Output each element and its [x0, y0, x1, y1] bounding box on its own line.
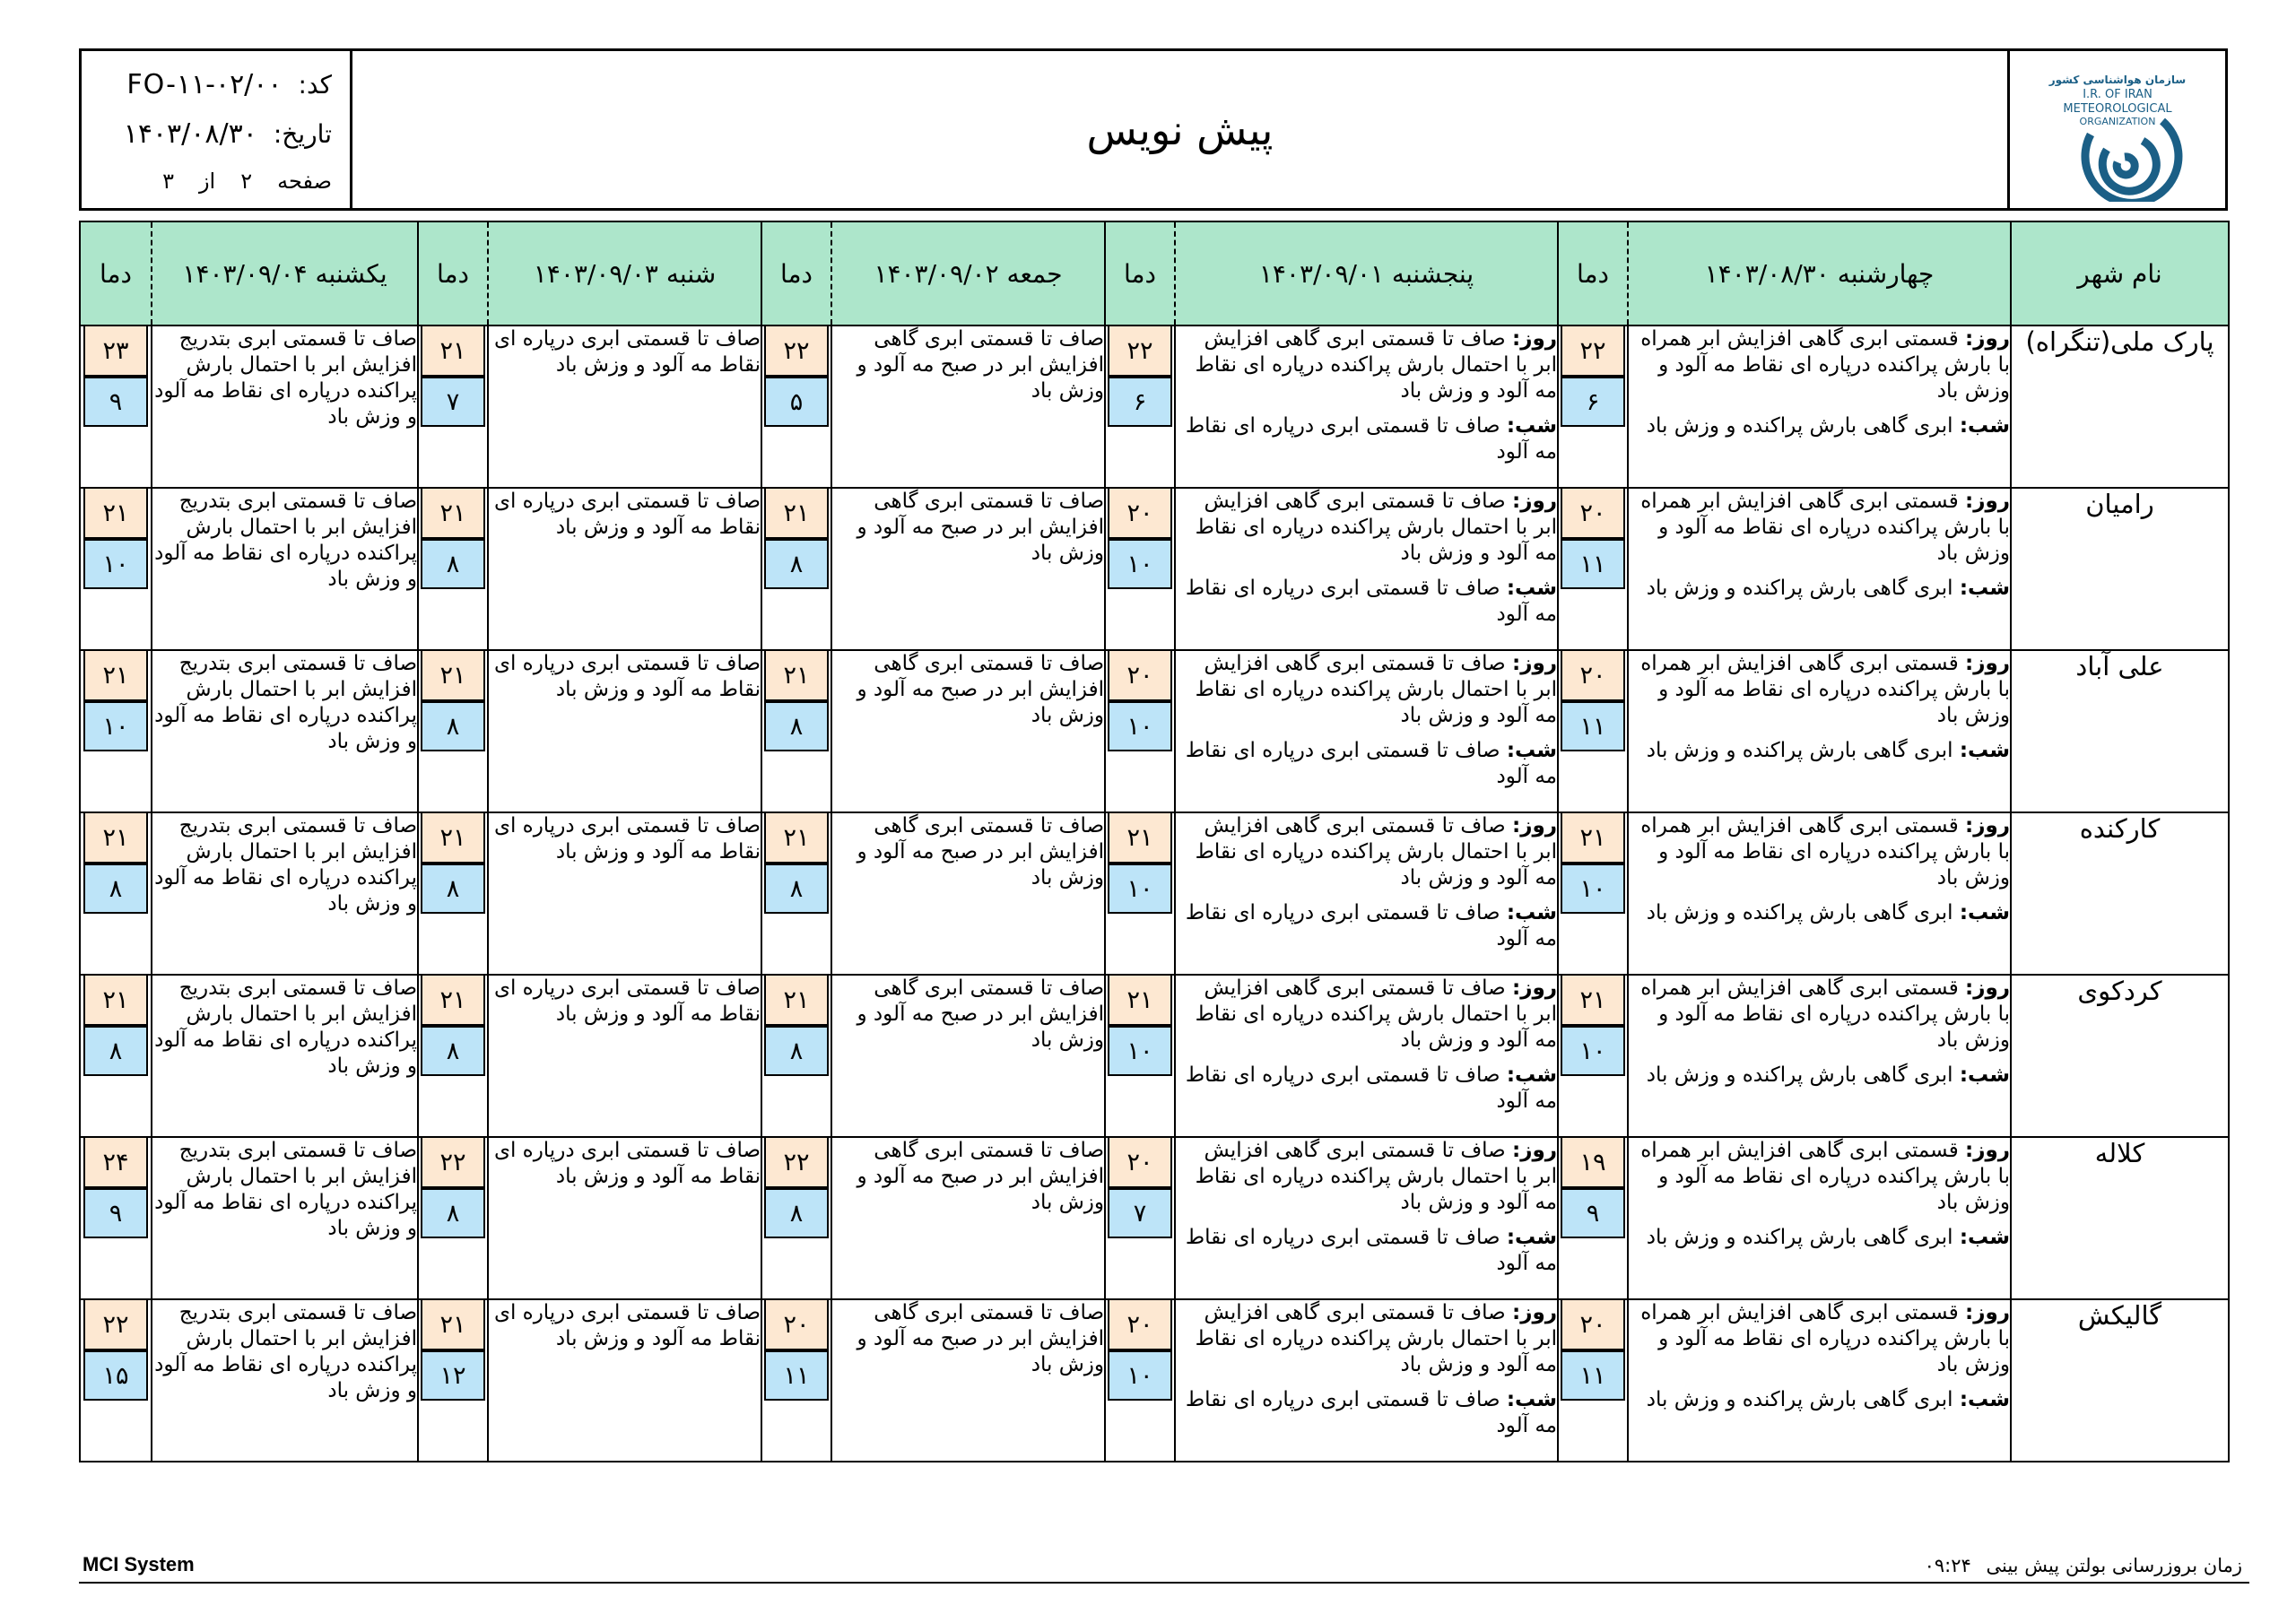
max-temp: ۲۱ [421, 489, 485, 539]
forecast-text: صاف تا قسمتی ابری گاهی افزایش ابر در صبح مه آلود و وزش باد [857, 814, 1104, 890]
night-text: صاف تا قسمتی ابری درپاره ای نقاط مه آلود [1185, 1063, 1557, 1113]
table-row [80, 650, 2229, 812]
night-label: شب: [1959, 1226, 2010, 1249]
night-text: صاف تا قسمتی ابری درپاره ای نقاط مه آلود [1185, 1226, 1557, 1275]
forecast-text: صاف تا قسمتی ابری بتدریج افزایش ابر با احتمال بارش پراکنده درپاره ای نقاط مه آلود و وزش باد [154, 652, 417, 753]
day-label: روز: [1512, 814, 1557, 838]
night-text: ابری گاهی بارش پراکنده و وزش باد [1646, 1388, 1953, 1411]
temperature-cell [80, 650, 152, 812]
forecast-description [488, 812, 761, 975]
day-forecast [1176, 1300, 1557, 1378]
city-name: کردکوی [2011, 975, 2229, 1137]
temperature-cell [418, 325, 488, 488]
max-temp: ۲۴ [83, 1138, 148, 1188]
day-forecast [1176, 813, 1557, 891]
day-column-header: شنبه ۱۴۰۳/۰۹/۰۳ [488, 221, 761, 325]
day-column-header: چهارشنبه ۱۴۰۳/۰۸/۳۰ [1628, 221, 2011, 325]
night-text: صاف تا قسمتی ابری درپاره ای نقاط مه آلود [1185, 901, 1557, 950]
page-number: ۲ [240, 169, 253, 194]
forecast-description [831, 812, 1105, 975]
document-header [79, 48, 2228, 211]
max-temp: ۲۱ [421, 326, 485, 377]
date-value: ۱۴۰۳/۰۸/۳۰ [123, 118, 257, 150]
logo-cell [2007, 51, 2225, 208]
temperature-cell [80, 488, 152, 650]
table-row [80, 325, 2229, 488]
city-name: رامیان [2011, 488, 2229, 650]
city-name: پارک ملی(تنگراه) [2011, 325, 2229, 488]
day-label: روز: [1512, 327, 1557, 351]
day-label: روز: [1512, 976, 1557, 1000]
day-label: روز: [1512, 652, 1557, 675]
min-temp: ۹ [1561, 1188, 1625, 1238]
forecast-description [488, 488, 761, 650]
table-row [80, 488, 2229, 650]
max-temp: ۲۰ [1561, 489, 1625, 539]
night-forecast [1629, 1387, 2010, 1413]
temperature-cell [1558, 650, 1628, 812]
max-temp: ۲۲ [764, 326, 829, 377]
max-temp: ۲۲ [421, 1138, 485, 1188]
temperature-cell [1105, 1299, 1175, 1462]
min-temp: ۸ [421, 1026, 485, 1076]
forecast-description [1628, 650, 2011, 812]
night-text: صاف تا قسمتی ابری درپاره ای نقاط مه آلود [1185, 577, 1557, 626]
night-text: ابری گاهی بارش پراکنده و وزش باد [1646, 739, 1953, 762]
min-temp: ۸ [421, 1188, 485, 1238]
day-text: قسمتی ابری گاهی افزایش ابر همراه با بارش پراکنده درپاره ای نقاط مه آلود و وزش باد [1640, 976, 2010, 1052]
night-text: ابری گاهی بارش پراکنده و وزش باد [1646, 1226, 1953, 1249]
min-temp: ۱۰ [1561, 1026, 1625, 1076]
max-temp: ۲۱ [764, 651, 829, 701]
max-temp: ۲۱ [764, 489, 829, 539]
night-text: ابری گاهی بارش پراکنده و وزش باد [1646, 577, 1953, 600]
footer-divider [79, 1582, 2249, 1584]
min-temp: ۱۰ [1561, 864, 1625, 914]
day-forecast [1176, 651, 1557, 729]
table-row [80, 812, 2229, 975]
forecast-description [488, 1137, 761, 1299]
temperature-cell [1558, 975, 1628, 1137]
forecast-description [1175, 1137, 1558, 1299]
min-temp: ۷ [421, 377, 485, 427]
forecast-description [152, 325, 418, 488]
max-temp: ۲۱ [421, 1300, 485, 1350]
min-temp: ۸ [421, 539, 485, 589]
day-text: صاف تا قسمتی ابری گاهی افزایش ابر با احتمال بارش پراکنده درپاره ای نقاط مه آلود و وزش باد [1195, 652, 1557, 727]
max-temp: ۲۰ [1108, 651, 1172, 701]
min-temp: ۱۰ [1108, 1350, 1172, 1401]
table-row [80, 1299, 2229, 1462]
min-temp: ۸ [764, 701, 829, 751]
max-temp: ۲۰ [1561, 1300, 1625, 1350]
meteorological-organization-logo [2028, 58, 2207, 202]
forecast-text: صاف تا قسمتی ابری درپاره ای نقاط مه آلود و وزش باد [493, 327, 761, 377]
forecast-description [1628, 975, 2011, 1137]
min-temp: ۹ [83, 1188, 148, 1238]
max-temp: ۲۱ [421, 976, 485, 1026]
forecast-description [1175, 975, 1558, 1137]
logo-line-1: I.R. OF IRAN [2083, 87, 2152, 101]
forecast-description [831, 650, 1105, 812]
max-temp: ۲۰ [1108, 1300, 1172, 1350]
max-temp: ۲۱ [421, 651, 485, 701]
forecast-description [831, 1137, 1105, 1299]
code-row [82, 60, 332, 109]
update-label: زمان بروزرسانی بولتن پیش بینی [1986, 1555, 2242, 1576]
forecast-table [79, 221, 2230, 1462]
day-label: روز: [1965, 490, 2010, 513]
night-text: ابری گاهی بارش پراکنده و وزش باد [1646, 901, 1953, 924]
forecast-description [1175, 488, 1558, 650]
min-temp: ۱۱ [1561, 539, 1625, 589]
forecast-description [152, 1299, 418, 1462]
forecast-text: صاف تا قسمتی ابری درپاره ای نقاط مه آلود و وزش باد [493, 490, 761, 539]
forecast-description [831, 325, 1105, 488]
document-meta [82, 51, 352, 208]
max-temp: ۲۱ [83, 813, 148, 864]
temperature-cell [1558, 488, 1628, 650]
night-label: شب: [1959, 414, 2010, 438]
temperature-cell [1558, 812, 1628, 975]
forecast-description [1175, 650, 1558, 812]
day-forecast [1176, 326, 1557, 404]
logo-org-name: سازمان هواشناسی کشور [2048, 73, 2187, 86]
day-text: صاف تا قسمتی ابری گاهی افزایش ابر با احتمال بارش پراکنده درپاره ای نقاط مه آلود و وزش باد [1195, 490, 1557, 565]
day-forecast [1629, 1300, 2010, 1378]
min-temp: ۸ [421, 864, 485, 914]
temperature-cell [761, 650, 831, 812]
temperature-cell [1105, 975, 1175, 1137]
night-label: شب: [1959, 1388, 2010, 1411]
city-name: کلاله [2011, 1137, 2229, 1299]
update-time: ۰۹:۲۴ [1924, 1555, 1971, 1576]
temperature-cell [418, 1299, 488, 1462]
forecast-text: صاف تا قسمتی ابری بتدریج افزایش ابر با احتمال بارش پراکنده درپاره ای نقاط مه آلود و وزش باد [154, 327, 417, 429]
temperature-cell [1105, 812, 1175, 975]
max-temp: ۲۰ [1108, 1138, 1172, 1188]
forecast-text: صاف تا قسمتی ابری بتدریج افزایش ابر با احتمال بارش پراکنده درپاره ای نقاط مه آلود و وزش باد [154, 976, 417, 1078]
max-temp: ۲۳ [83, 326, 148, 377]
night-forecast [1629, 576, 2010, 602]
forecast-description [1628, 812, 2011, 975]
min-temp: ۱۰ [1108, 539, 1172, 589]
temperature-cell [418, 488, 488, 650]
night-label: شب: [1506, 1388, 1557, 1411]
max-temp: ۲۱ [83, 489, 148, 539]
day-column-header: پنجشنبه ۱۴۰۳/۰۹/۰۱ [1175, 221, 1558, 325]
day-label: روز: [1965, 814, 2010, 838]
table-row [80, 975, 2229, 1137]
forecast-text: صاف تا قسمتی ابری درپاره ای نقاط مه آلود و وزش باد [493, 976, 761, 1026]
night-forecast [1629, 900, 2010, 926]
max-temp: ۲۰ [1108, 489, 1172, 539]
forecast-text: صاف تا قسمتی ابری درپاره ای نقاط مه آلود و وزش باد [493, 1301, 761, 1350]
forecast-description [1175, 812, 1558, 975]
day-forecast [1629, 813, 2010, 891]
night-text: صاف تا قسمتی ابری درپاره ای نقاط مه آلود [1185, 1388, 1557, 1437]
day-label: روز: [1965, 327, 2010, 351]
day-label: روز: [1965, 652, 2010, 675]
temperature-cell [761, 325, 831, 488]
forecast-description [152, 975, 418, 1137]
page-label: صفحه [277, 169, 332, 194]
temperature-cell [80, 325, 152, 488]
min-temp: ۸ [764, 1188, 829, 1238]
min-temp: ۸ [764, 539, 829, 589]
forecast-text: صاف تا قسمتی ابری گاهی افزایش ابر در صبح مه آلود و وزش باد [857, 1139, 1104, 1214]
temperature-cell [1105, 325, 1175, 488]
forecast-text: صاف تا قسمتی ابری گاهی افزایش ابر در صبح مه آلود و وزش باد [857, 976, 1104, 1052]
min-temp: ۸ [764, 1026, 829, 1076]
forecast-description [1175, 1299, 1558, 1462]
temperature-cell [1105, 650, 1175, 812]
temp-column-header: دما [80, 221, 152, 325]
night-forecast [1629, 413, 2010, 439]
temperature-cell [418, 975, 488, 1137]
forecast-text: صاف تا قسمتی ابری گاهی افزایش ابر در صبح مه آلود و وزش باد [857, 490, 1104, 565]
max-temp: ۲۱ [1561, 813, 1625, 864]
day-forecast [1176, 1138, 1557, 1216]
forecast-description [152, 812, 418, 975]
day-text: قسمتی ابری گاهی افزایش ابر همراه با بارش پراکنده درپاره ای نقاط مه آلود و وزش باد [1640, 652, 2010, 727]
min-temp: ۶ [1561, 377, 1625, 427]
logo-swirl-icon [2085, 121, 2179, 202]
temperature-cell [761, 488, 831, 650]
max-temp: ۲۲ [1108, 326, 1172, 377]
forecast-text: صاف تا قسمتی ابری بتدریج افزایش ابر با احتمال بارش پراکنده درپاره ای نقاط مه آلود و وزش باد [154, 1139, 417, 1240]
logo-line-2: METEOROLOGICAL [2063, 101, 2172, 116]
temperature-cell [80, 812, 152, 975]
forecast-description [152, 488, 418, 650]
max-temp: ۲۱ [764, 976, 829, 1026]
temperature-cell [418, 1137, 488, 1299]
table-header-row [80, 221, 2229, 325]
forecast-text: صاف تا قسمتی ابری بتدریج افزایش ابر با احتمال بارش پراکنده درپاره ای نقاط مه آلود و وزش باد [154, 490, 417, 591]
max-temp: ۲۰ [764, 1300, 829, 1350]
forecast-description [1175, 325, 1558, 488]
night-forecast [1629, 738, 2010, 764]
temp-column-header: دما [418, 221, 488, 325]
night-text: ابری گاهی بارش پراکنده و وزش باد [1646, 414, 1953, 438]
night-forecast [1176, 900, 1557, 952]
day-forecast [1176, 976, 1557, 1054]
forecast-description [1628, 488, 2011, 650]
day-text: قسمتی ابری گاهی افزایش ابر همراه با بارش پراکنده درپاره ای نقاط مه آلود و وزش باد [1640, 490, 2010, 565]
date-row [82, 109, 332, 159]
forecast-text: صاف تا قسمتی ابری درپاره ای نقاط مه آلود و وزش باد [493, 1139, 761, 1188]
max-temp: ۲۱ [83, 976, 148, 1026]
day-label: روز: [1512, 490, 1557, 513]
temperature-cell [1558, 1137, 1628, 1299]
date-label: تاریخ: [273, 119, 332, 149]
day-text: صاف تا قسمتی ابری گاهی افزایش ابر با احتمال بارش پراکنده درپاره ای نقاط مه آلود و وزش باد [1195, 327, 1557, 403]
forecast-text: صاف تا قسمتی ابری گاهی افزایش ابر در صبح مه آلود و وزش باد [857, 327, 1104, 403]
day-label: روز: [1965, 976, 2010, 1000]
night-text: صاف تا قسمتی ابری درپاره ای نقاط مه آلود [1185, 739, 1557, 788]
night-forecast [1176, 1387, 1557, 1439]
temperature-cell [761, 812, 831, 975]
temperature-cell [418, 650, 488, 812]
min-temp: ۱۰ [1108, 701, 1172, 751]
day-forecast [1629, 976, 2010, 1054]
forecast-description [488, 975, 761, 1137]
min-temp: ۷ [1108, 1188, 1172, 1238]
temperature-cell [418, 812, 488, 975]
night-label: شب: [1959, 577, 2010, 600]
night-label: شب: [1506, 577, 1557, 600]
day-text: صاف تا قسمتی ابری گاهی افزایش ابر با احتمال بارش پراکنده درپاره ای نقاط مه آلود و وزش باد [1195, 1301, 1557, 1376]
night-text: ابری گاهی بارش پراکنده و وزش باد [1646, 1063, 1953, 1087]
forecast-text: صاف تا قسمتی ابری بتدریج افزایش ابر با احتمال بارش پراکنده درپاره ای نقاط مه آلود و وزش باد [154, 814, 417, 916]
day-label: روز: [1512, 1301, 1557, 1324]
code-value: FO-۱۱-۰۲/۰۰ [126, 69, 283, 100]
night-label: شب: [1506, 414, 1557, 438]
max-temp: ۲۱ [1561, 976, 1625, 1026]
city-name: گالیکش [2011, 1299, 2229, 1462]
min-temp: ۱۱ [1561, 1350, 1625, 1401]
forecast-description [831, 488, 1105, 650]
system-name: MCI System [83, 1553, 195, 1575]
temperature-cell [761, 1299, 831, 1462]
night-forecast [1176, 1225, 1557, 1277]
max-temp: ۲۱ [421, 813, 485, 864]
forecast-description [152, 650, 418, 812]
night-text: صاف تا قسمتی ابری درپاره ای نقاط مه آلود [1185, 414, 1557, 464]
max-temp: ۱۹ [1561, 1138, 1625, 1188]
day-text: قسمتی ابری گاهی افزایش ابر همراه با بارش پراکنده درپاره ای نقاط مه آلود و وزش باد [1640, 1139, 2010, 1214]
night-forecast [1176, 1063, 1557, 1115]
min-temp: ۱۰ [1108, 864, 1172, 914]
forecast-description [488, 650, 761, 812]
min-temp: ۱۱ [1561, 701, 1625, 751]
day-text: صاف تا قسمتی ابری گاهی افزایش ابر با احتمال بارش پراکنده درپاره ای نقاط مه آلود و وزش باد [1195, 976, 1557, 1052]
code-label: کد: [298, 70, 332, 100]
max-temp: ۲۱ [83, 651, 148, 701]
min-temp: ۶ [1108, 377, 1172, 427]
min-temp: ۸ [83, 1026, 148, 1076]
forecast-description [1628, 1137, 2011, 1299]
logo-line-3: ORGANIZATION [2079, 115, 2156, 127]
day-forecast [1629, 1138, 2010, 1216]
temperature-cell [1105, 1137, 1175, 1299]
night-label: شب: [1959, 901, 2010, 924]
temperature-cell [80, 975, 152, 1137]
city-column-header: نام شهر [2011, 221, 2229, 325]
max-temp: ۲۱ [764, 813, 829, 864]
night-forecast [1629, 1225, 2010, 1251]
forecast-description [488, 325, 761, 488]
night-label: شب: [1506, 739, 1557, 762]
temp-column-header: دما [1105, 221, 1175, 325]
min-temp: ۱۱ [764, 1350, 829, 1401]
day-forecast [1629, 651, 2010, 729]
day-label: روز: [1512, 1139, 1557, 1162]
forecast-text: صاف تا قسمتی ابری درپاره ای نقاط مه آلود و وزش باد [493, 652, 761, 701]
day-forecast [1176, 489, 1557, 567]
temperature-cell [761, 975, 831, 1137]
night-label: شب: [1959, 1063, 2010, 1087]
min-temp: ۱۲ [421, 1350, 485, 1401]
day-forecast [1629, 489, 2010, 567]
temperature-cell [1558, 325, 1628, 488]
forecast-text: صاف تا قسمتی ابری گاهی افزایش ابر در صبح مه آلود و وزش باد [857, 652, 1104, 727]
min-temp: ۱۰ [83, 539, 148, 589]
temperature-cell [761, 1137, 831, 1299]
table-row [80, 1137, 2229, 1299]
forecast-description [488, 1299, 761, 1462]
min-temp: ۱۰ [1108, 1026, 1172, 1076]
forecast-description [831, 975, 1105, 1137]
max-temp: ۲۱ [1108, 813, 1172, 864]
day-column-header: یکشنبه ۱۴۰۳/۰۹/۰۴ [152, 221, 418, 325]
min-temp: ۱۵ [83, 1350, 148, 1401]
max-temp: ۲۲ [83, 1300, 148, 1350]
forecast-description [831, 1299, 1105, 1462]
night-label: شب: [1506, 1063, 1557, 1087]
page-title: پیش نویس [1086, 105, 1274, 154]
page-row [82, 159, 332, 204]
max-temp: ۲۰ [1561, 651, 1625, 701]
min-temp: ۱۰ [83, 701, 148, 751]
temp-column-header: دما [1558, 221, 1628, 325]
night-forecast [1176, 413, 1557, 465]
night-label: شب: [1506, 901, 1557, 924]
temp-column-header: دما [761, 221, 831, 325]
forecast-text: صاف تا قسمتی ابری درپاره ای نقاط مه آلود و وزش باد [493, 814, 761, 864]
day-text: قسمتی ابری گاهی افزایش ابر همراه با بارش پراکنده درپاره ای نقاط مه آلود و وزش باد [1640, 814, 2010, 890]
day-text: صاف تا قسمتی ابری گاهی افزایش ابر با احتمال بارش پراکنده درپاره ای نقاط مه آلود و وزش باد [1195, 814, 1557, 890]
night-forecast [1176, 576, 1557, 628]
night-label: شب: [1506, 1226, 1557, 1249]
forecast-description [152, 1137, 418, 1299]
forecast-text: صاف تا قسمتی ابری بتدریج افزایش ابر با احتمال بارش پراکنده درپاره ای نقاط مه آلود و وزش باد [154, 1301, 417, 1402]
city-name: علی آباد [2011, 650, 2229, 812]
forecast-description [1628, 1299, 2011, 1462]
day-text: صاف تا قسمتی ابری گاهی افزایش ابر با احتمال بارش پراکنده درپاره ای نقاط مه آلود و وزش باد [1195, 1139, 1557, 1214]
page-total: ۳ [162, 169, 174, 194]
day-label: روز: [1965, 1139, 2010, 1162]
forecast-text: صاف تا قسمتی ابری گاهی افزایش ابر در صبح مه آلود و وزش باد [857, 1301, 1104, 1376]
day-column-header: جمعه ۱۴۰۳/۰۹/۰۲ [831, 221, 1105, 325]
day-label: روز: [1965, 1301, 2010, 1324]
day-forecast [1629, 326, 2010, 404]
temperature-cell [80, 1137, 152, 1299]
min-temp: ۸ [764, 864, 829, 914]
temperature-cell [80, 1299, 152, 1462]
min-temp: ۸ [421, 701, 485, 751]
forecast-description [1628, 325, 2011, 488]
min-temp: ۵ [764, 377, 829, 427]
update-time-note [1925, 1555, 2242, 1576]
max-temp: ۲۱ [1108, 976, 1172, 1026]
min-temp: ۹ [83, 377, 148, 427]
day-text: قسمتی ابری گاهی افزایش ابر همراه با بارش پراکنده درپاره ای نقاط مه آلود و وزش باد [1640, 1301, 2010, 1376]
night-forecast [1176, 738, 1557, 790]
temperature-cell [1558, 1299, 1628, 1462]
day-text: قسمتی ابری گاهی افزایش ابر همراه با بارش پراکنده درپاره ای نقاط مه آلود و وزش باد [1640, 327, 2010, 403]
city-name: کارکنده [2011, 812, 2229, 975]
page-of: از [198, 169, 216, 194]
max-temp: ۲۲ [1561, 326, 1625, 377]
night-forecast [1629, 1063, 2010, 1089]
temperature-cell [1105, 488, 1175, 650]
max-temp: ۲۲ [764, 1138, 829, 1188]
min-temp: ۸ [83, 864, 148, 914]
night-label: شب: [1959, 739, 2010, 762]
